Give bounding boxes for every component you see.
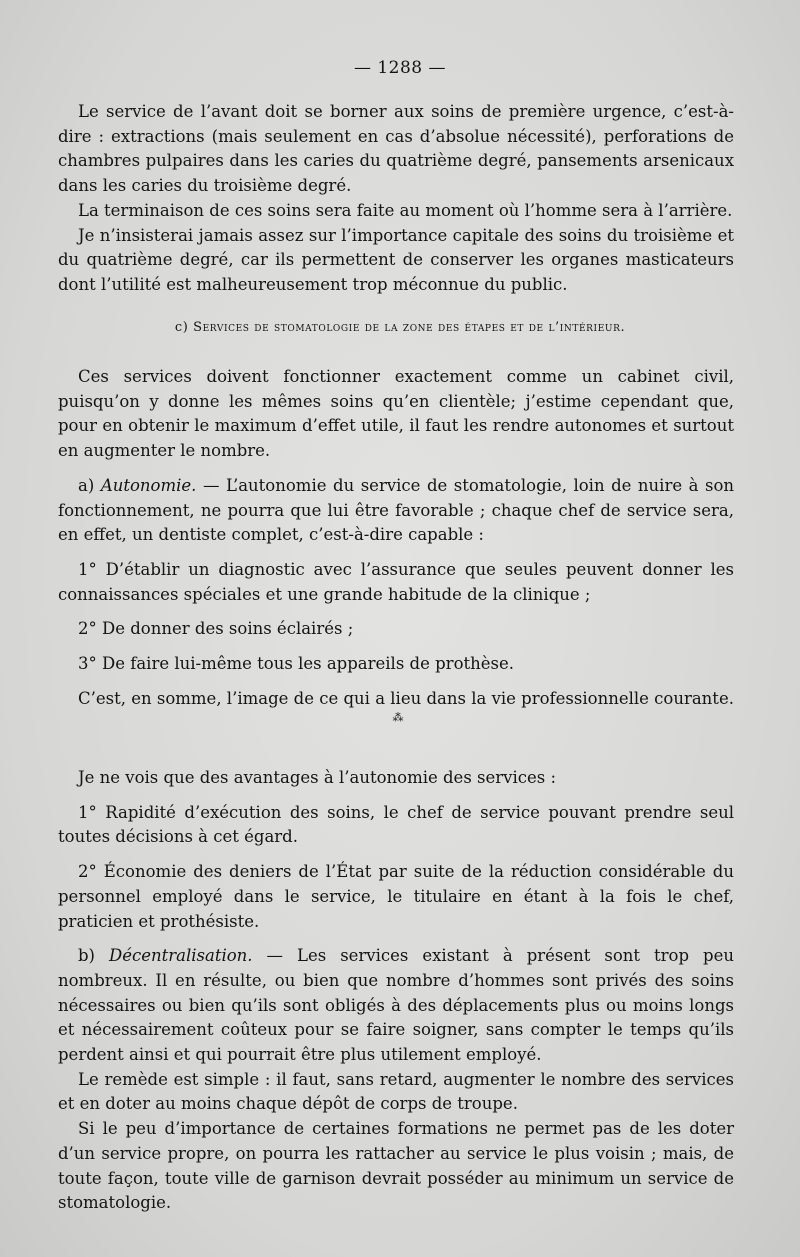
- opening-block: [58, 100, 734, 298]
- decentralisation-label: b): [78, 946, 95, 966]
- paragraph-services-intro: Ces services doivent fonctionner exactement comme un cabinet civil, puisqu’on y donne les mêmes soins qu’en clientèle; j’estime cependant que, pour en obtenir le maximum d’effet utile, il faut les rendre autonomes et surtout en augmenter le nombre.: [58, 367, 734, 461]
- list-item: 2° De donner des soins éclairés ;: [78, 619, 354, 639]
- paragraph-importance: Je n’insisterai jamais assez sur l’importance capitale des soins du troisième et du quatrième degré, car ils permettent de conserver les organes masticateurs dont l’utilité est malheureusement trop méconnue du public.: [58, 225, 734, 294]
- paragraph-summary: C’est, en somme, l’image de ce qui a lieu dans la vie professionnelle courante.: [78, 688, 734, 708]
- section-heading-title: Services de stomatologie de la zone des étapes et de l’intérieur.: [193, 320, 626, 335]
- paragraph-autonomie: [58, 474, 734, 548]
- list-item: 2° Économie des deniers de l’État par suite de la réduction considérable du personnel employé dans le service, le titulaire en étant à la fois le chef, praticien et prothésiste.: [58, 862, 734, 931]
- section-heading: [0, 320, 800, 335]
- services-block: [58, 365, 734, 711]
- list-item: 1° Rapidité d’exécution des soins, le chef de service pouvant prendre seul toutes décisions à cet égard.: [58, 802, 734, 847]
- list-item: 1° D’établir un diagnostic avec l’assurance que seules peuvent donner les connaissances spéciales et une grande habitude de la clinique ;: [58, 559, 734, 604]
- paragraph-remedy: Le remède est simple : il faut, sans retard, augmenter le nombre des services et en doter au moins chaque dépôt de corps de troupe.: [58, 1069, 734, 1114]
- paragraph-advantages-intro: Je ne vois que des avantages à l’autonomie des services :: [78, 768, 557, 787]
- paragraph-front-service: Le service de l’avant doit se borner aux soins de première urgence, c’est-à-dire : extractions (mais seulement en cas d’absolue nécessité), perforations de chambres pulpaires dans les caries du quatrième degré, pansements arsenicaux dans les caries du troisième degré.: [58, 102, 734, 196]
- advantages-block: [58, 766, 734, 1216]
- autonomie-label: a): [78, 475, 95, 495]
- list-item: 3° De faire lui-même tous les appareils de prothèse.: [78, 654, 515, 674]
- asterism-divider: ⁂: [392, 711, 404, 724]
- decentralisation-title: Décentralisation.: [108, 946, 253, 966]
- autonomie-text: — L’autonomie du service de stomatologie, loin de nuire à son fonctionnement, ne pourra que lui être favorable ; chaque chef de service sera, en effet, un dentiste complet, c’est-à-dire capable :: [58, 475, 735, 545]
- decentralisation-text: — Les services existant à présent sont trop peu nombreux. Il en résulte, ou bien que nombre d’hommes sont privés des soins nécessaires ou bien qu’ils sont obligés à des déplacements plus ou moins longs et nécessairement coûteux pour se faire soigner, sans compter le temps qu’ils perdent ainsi et qui pourrait être plus utilement employé.: [58, 946, 734, 1065]
- section-heading-prefix: c): [174, 320, 189, 335]
- paragraph-decentralisation: [58, 944, 734, 1068]
- paragraph-rear-completion: La terminaison de ces soins sera faite au moment où l’homme sera à l’arrière.: [78, 200, 733, 220]
- autonomie-title: Autonomie.: [100, 475, 197, 495]
- page-number: — 1288 —: [353, 58, 447, 78]
- paragraph-final: Si le peu d’importance de certaines formations ne permet pas de les doter d’un service propre, on pourra les rattacher au service le plus voisin ; mais, de toute façon, toute ville de garnison devrait posséder au minimum un service de stomatologie.: [58, 1119, 734, 1213]
